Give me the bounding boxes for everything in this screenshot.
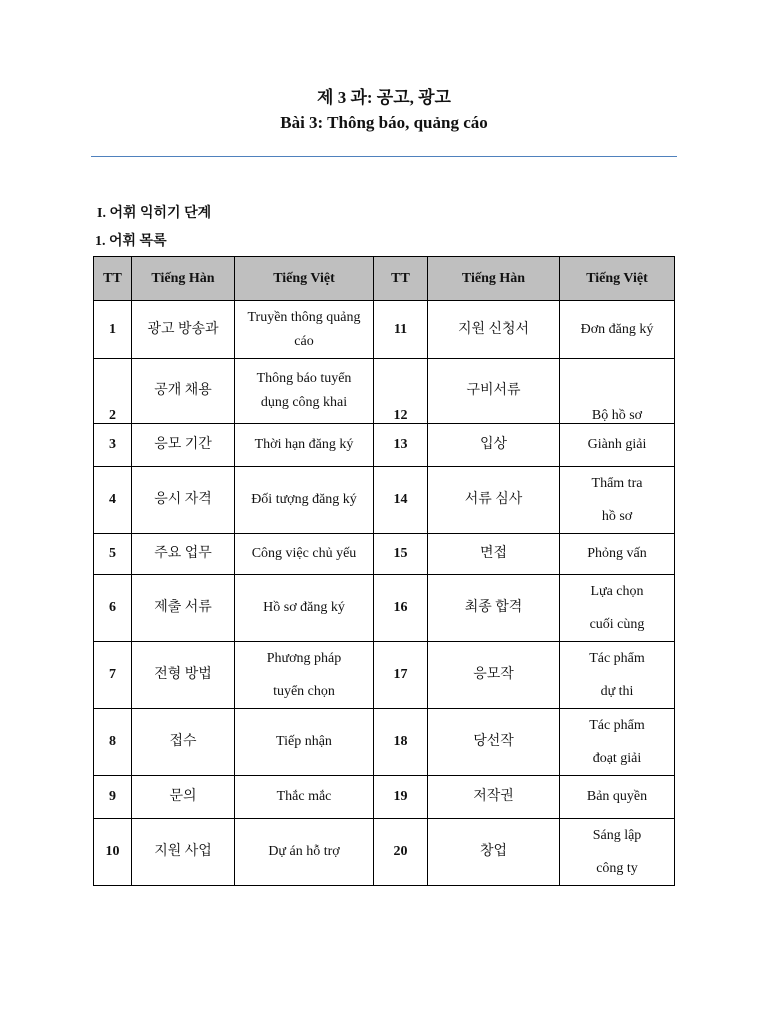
table-header-row <box>94 257 675 301</box>
row-number: 11 <box>374 301 428 359</box>
korean-term: 면접 <box>428 534 560 575</box>
vietnamese-term-line: Truyền thông quảng <box>247 309 361 325</box>
vietnamese-term <box>560 575 675 642</box>
table-row <box>94 575 675 642</box>
column-header: Tiếng Việt <box>235 257 374 301</box>
vocabulary-table <box>93 256 675 886</box>
vietnamese-term <box>235 301 374 359</box>
korean-term: 서류 심사 <box>428 467 560 534</box>
table-row <box>94 534 675 575</box>
vietnamese-term-line: cuối cùng <box>589 617 645 632</box>
table-row <box>94 776 675 819</box>
lesson-title-vietnamese: Bài 3: Thông báo, quảng cáo <box>280 113 488 132</box>
column-header: TT <box>374 257 428 301</box>
vietnamese-term-line: Sáng lập <box>592 828 642 843</box>
korean-term: 문의 <box>132 776 235 819</box>
vietnamese-term: Thắc mắc <box>235 776 374 819</box>
vietnamese-term: Tiếp nhận <box>235 709 374 776</box>
row-number: 17 <box>374 642 428 709</box>
row-number: 14 <box>374 467 428 534</box>
row-number: 4 <box>94 467 132 534</box>
vocab-list-heading: 1. 어휘 목록 <box>95 234 167 249</box>
vietnamese-term: Đơn đăng ký <box>560 301 675 359</box>
column-header: Tiếng Hàn <box>132 257 235 301</box>
vietnamese-term <box>560 709 675 776</box>
korean-term: 공개 채용 <box>132 359 235 424</box>
korean-term: 주요 업무 <box>132 534 235 575</box>
table-row <box>94 424 675 467</box>
table-row <box>94 642 675 709</box>
vietnamese-term-line: Lựa chọn <box>590 584 644 599</box>
vietnamese-term: Công việc chủ yếu <box>235 534 374 575</box>
vietnamese-term-line: đoạt giải <box>592 751 642 766</box>
vietnamese-term-line: cáo <box>294 333 314 349</box>
korean-term: 당선작 <box>428 709 560 776</box>
column-header: Tiếng Hàn <box>428 257 560 301</box>
row-number: 20 <box>374 819 428 886</box>
title-divider <box>91 156 677 157</box>
row-number: 1 <box>94 301 132 359</box>
vietnamese-term: Bộ hồ sơ <box>560 359 675 424</box>
table-row <box>94 467 675 534</box>
vietnamese-term-line: Thông báo tuyển <box>256 371 352 386</box>
korean-term: 전형 방법 <box>132 642 235 709</box>
korean-term: 창업 <box>428 819 560 886</box>
korean-term: 입상 <box>428 424 560 467</box>
korean-term: 광고 방송과 <box>132 301 235 359</box>
korean-term: 응모작 <box>428 642 560 709</box>
korean-term: 접수 <box>132 709 235 776</box>
row-number: 10 <box>94 819 132 886</box>
vietnamese-term-line: dự thi <box>600 684 634 699</box>
vietnamese-term-line: hồ sơ <box>601 509 633 524</box>
row-number: 19 <box>374 776 428 819</box>
table-row <box>94 301 675 359</box>
vietnamese-term-line: Tác phẩm <box>589 718 645 733</box>
column-header: TT <box>94 257 132 301</box>
row-number: 3 <box>94 424 132 467</box>
vietnamese-term: Thời hạn đăng ký <box>235 424 374 467</box>
vietnamese-term-line: Thẩm tra <box>591 476 643 491</box>
row-number: 15 <box>374 534 428 575</box>
vietnamese-term-line: công ty <box>596 861 638 876</box>
korean-term: 제출 서류 <box>132 575 235 642</box>
row-number: 16 <box>374 575 428 642</box>
korean-term: 응시 자격 <box>132 467 235 534</box>
row-number: 2 <box>94 359 132 424</box>
vietnamese-term <box>560 819 675 886</box>
row-number: 18 <box>374 709 428 776</box>
korean-term: 최종 합격 <box>428 575 560 642</box>
vietnamese-term-line: Tác phẩm <box>589 651 645 666</box>
vietnamese-term: Đối tượng đăng ký <box>235 467 374 534</box>
korean-term: 응모 기간 <box>132 424 235 467</box>
vietnamese-term-line: tuyển chọn <box>273 684 335 699</box>
vietnamese-term: Hồ sơ đăng ký <box>235 575 374 642</box>
vietnamese-term: Phỏng vấn <box>560 534 675 575</box>
korean-term: 구비서류 <box>428 359 560 424</box>
section-heading: I. 어휘 익히기 단계 <box>97 206 212 221</box>
table-row <box>94 819 675 886</box>
row-number: 5 <box>94 534 132 575</box>
korean-term: 지원 신청서 <box>428 301 560 359</box>
vietnamese-term <box>560 642 675 709</box>
korean-term: 저작권 <box>428 776 560 819</box>
vietnamese-term: Giành giải <box>560 424 675 467</box>
row-number: 9 <box>94 776 132 819</box>
column-header: Tiếng Việt <box>560 257 675 301</box>
table-row <box>94 359 675 424</box>
row-number: 13 <box>374 424 428 467</box>
vietnamese-term: Bản quyền <box>560 776 675 819</box>
row-number: 12 <box>374 359 428 424</box>
korean-term: 지원 사업 <box>132 819 235 886</box>
vietnamese-term <box>235 642 374 709</box>
table-row <box>94 709 675 776</box>
vietnamese-term: Dự án hỗ trợ <box>235 819 374 886</box>
row-number: 8 <box>94 709 132 776</box>
lesson-title-korean: 제 3 과: 공고, 광고 <box>317 88 451 107</box>
vietnamese-term <box>235 359 374 424</box>
vietnamese-term-line: Phương pháp <box>266 651 342 666</box>
row-number: 6 <box>94 575 132 642</box>
vietnamese-term-line: dụng công khai <box>260 395 348 410</box>
row-number: 7 <box>94 642 132 709</box>
vietnamese-term <box>560 467 675 534</box>
